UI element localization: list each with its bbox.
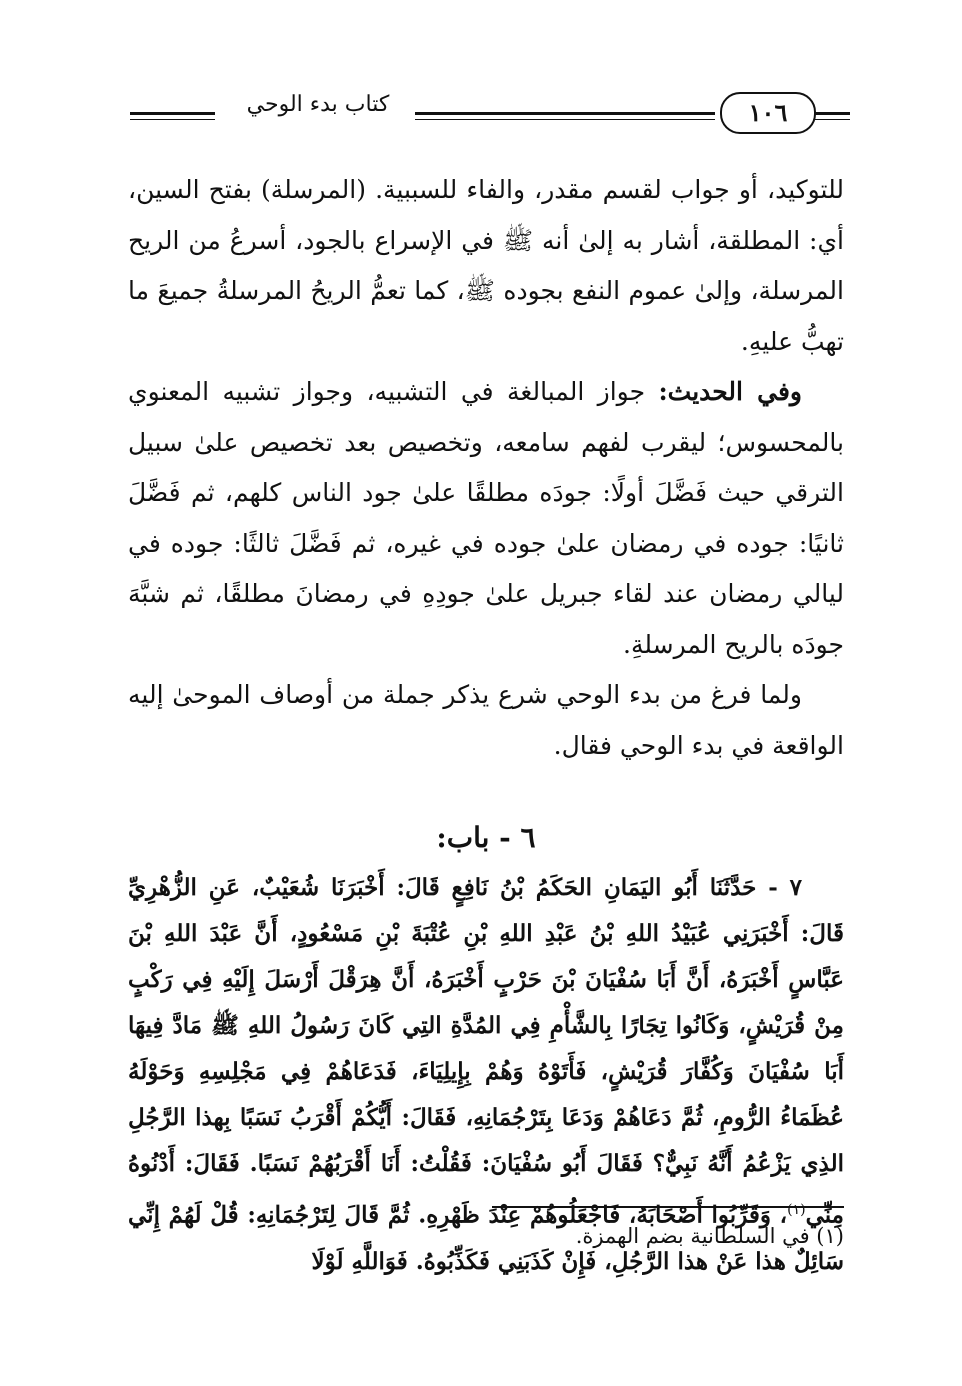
hadith-text-part-2: ، وَقَرِّبُوا أَصْحَابَهُ، فَاجْعَلُوهُمْ عِنْدَ ظَهْرِهِ. ثُمَّ قَالَ لِتَرْجُمَانِهِ: قُلْ لَهُمْ إِنِّي سَائِلٌ هذا عَنْ هذا الرَّجُلِ، فَإِنْ كَذَبَنِي فَكَذِّبُوهُ. فَوَاللَّهِ لَوْلَا xyxy=(128,1201,844,1275)
footnote-divider xyxy=(492,1206,844,1208)
paragraph-2 xyxy=(128,367,844,670)
footnote-marker: (١) xyxy=(787,1202,806,1218)
footnote-1: (١) في السلطانية بضم الهمزة. xyxy=(575,1224,844,1248)
paragraph-2-text: جواز المبالغة في التشبيه، وجواز تشبيه المعنوي بالمحسوس؛ ليقرب لفهم سامعه، وتخصيص بعد تخصيص علىٰ سبيل الترقي حيث فَضَّلَ أولًا: جودَه مطلقًا علىٰ جود الناس كلهم، ثم فَضَّلَ ثانيًا: جوده في رمضان علىٰ جوده في غيره، ثم فَضَّلَ ثالثًا: جوده في ليالي رمضان عند لقاء جبريل علىٰ جودِهِ في رمضانَ مطلقًا، ثم شبَّهَ جودَه بالريح المرسلةِ. xyxy=(128,377,844,659)
main-text xyxy=(128,165,844,1285)
page-number: ١٠٦ xyxy=(720,92,816,134)
header-rule-left xyxy=(130,112,215,115)
paragraph-1: للتوكيد، أو جواب لقسم مقدر، والفاء للسببية. (المرسلة) بفتح السين، أي: المطلقة، أشار به إلىٰ أنه ﷺ في الإسراع بالجود، أسرعُ من الريح المرسلة، وإلىٰ عموم النفع بجوده ﷺ، كما تعمُّ الريحُ المرسلةُ جميعَ ما تهبُّ عليهِ. xyxy=(128,175,844,356)
hadith-text-part-1: ٧ - حَدَّثَنَا أَبُو اليَمَانِ الحَكَمُ بْنُ نَافِعٍ قَالَ: أَخْبَرَنَا شُعَيْبٌ، عَنِ الزُّهْرِيِّ قَالَ: أَخْبَرَنِي عُبَيْدُ اللهِ بْنُ عَبْدِ اللهِ بْنِ عُتْبَةَ بْنِ مَسْعُودٍ، أَنَّ عَبْدَ اللهِ بْنَ عَبَّاسٍ أَخْبَرَهُ، أَنَّ أَبَا سُفْيَانَ بْنَ حَرْبٍ أَخْبَرَهُ، أَنَّ هِرَقْلَ أَرْسَلَ إِلَيْهِ فِي رَكْبٍ مِنْ قُرَيْشٍ، وَكَانُوا تِجَارًا بِالشَّأْمِ فِي المُدَّةِ التِي كَانَ رَسُولُ اللهِ ﷺ مَادَّ فِيهَا أَبَا سُفْيَانَ وَكُفَّارَ قُرَيْشٍ، فَأَتَوْهُ وَهُمْ بِإِيلِيَاءَ، فَدَعَاهُمْ فِي مَجْلِسِهِ وَحَوْلَهُ عُظَمَاءُ الرُّومِ، ثُمَّ دَعَاهُمْ وَدَعَا بِتَرْجُمَانِهِ، فَقَالَ: أَيُّكُمْ أَقْرَبُ نَسَبًا بِهذا الرَّجُلِ الذِي يَزْعُمُ أَنَّهُ نَبِيٌّ؟ فَقَالَ أَبُو سُفْيَانَ: فَقُلْتُ: أَنَا أَقْرَبُهُمْ نَسَبًا. فَقَالَ: أَدْنُوهُ مِنِّي xyxy=(128,874,844,1229)
page-header xyxy=(125,92,850,142)
header-rule-right xyxy=(815,112,850,115)
paragraph-2-lead: وفي الحديث: xyxy=(658,377,802,406)
running-title: كتاب بدء الوحي xyxy=(246,92,390,117)
paragraph-3: ولما فرغ من بدء الوحي شرع يذكر جملة من أوصاف الموحىٰ إليه الواقعة في بدء الوحي فقال. xyxy=(128,680,844,760)
section-heading: ٦ - باب: xyxy=(436,821,536,854)
header-rule-middle xyxy=(415,112,715,115)
